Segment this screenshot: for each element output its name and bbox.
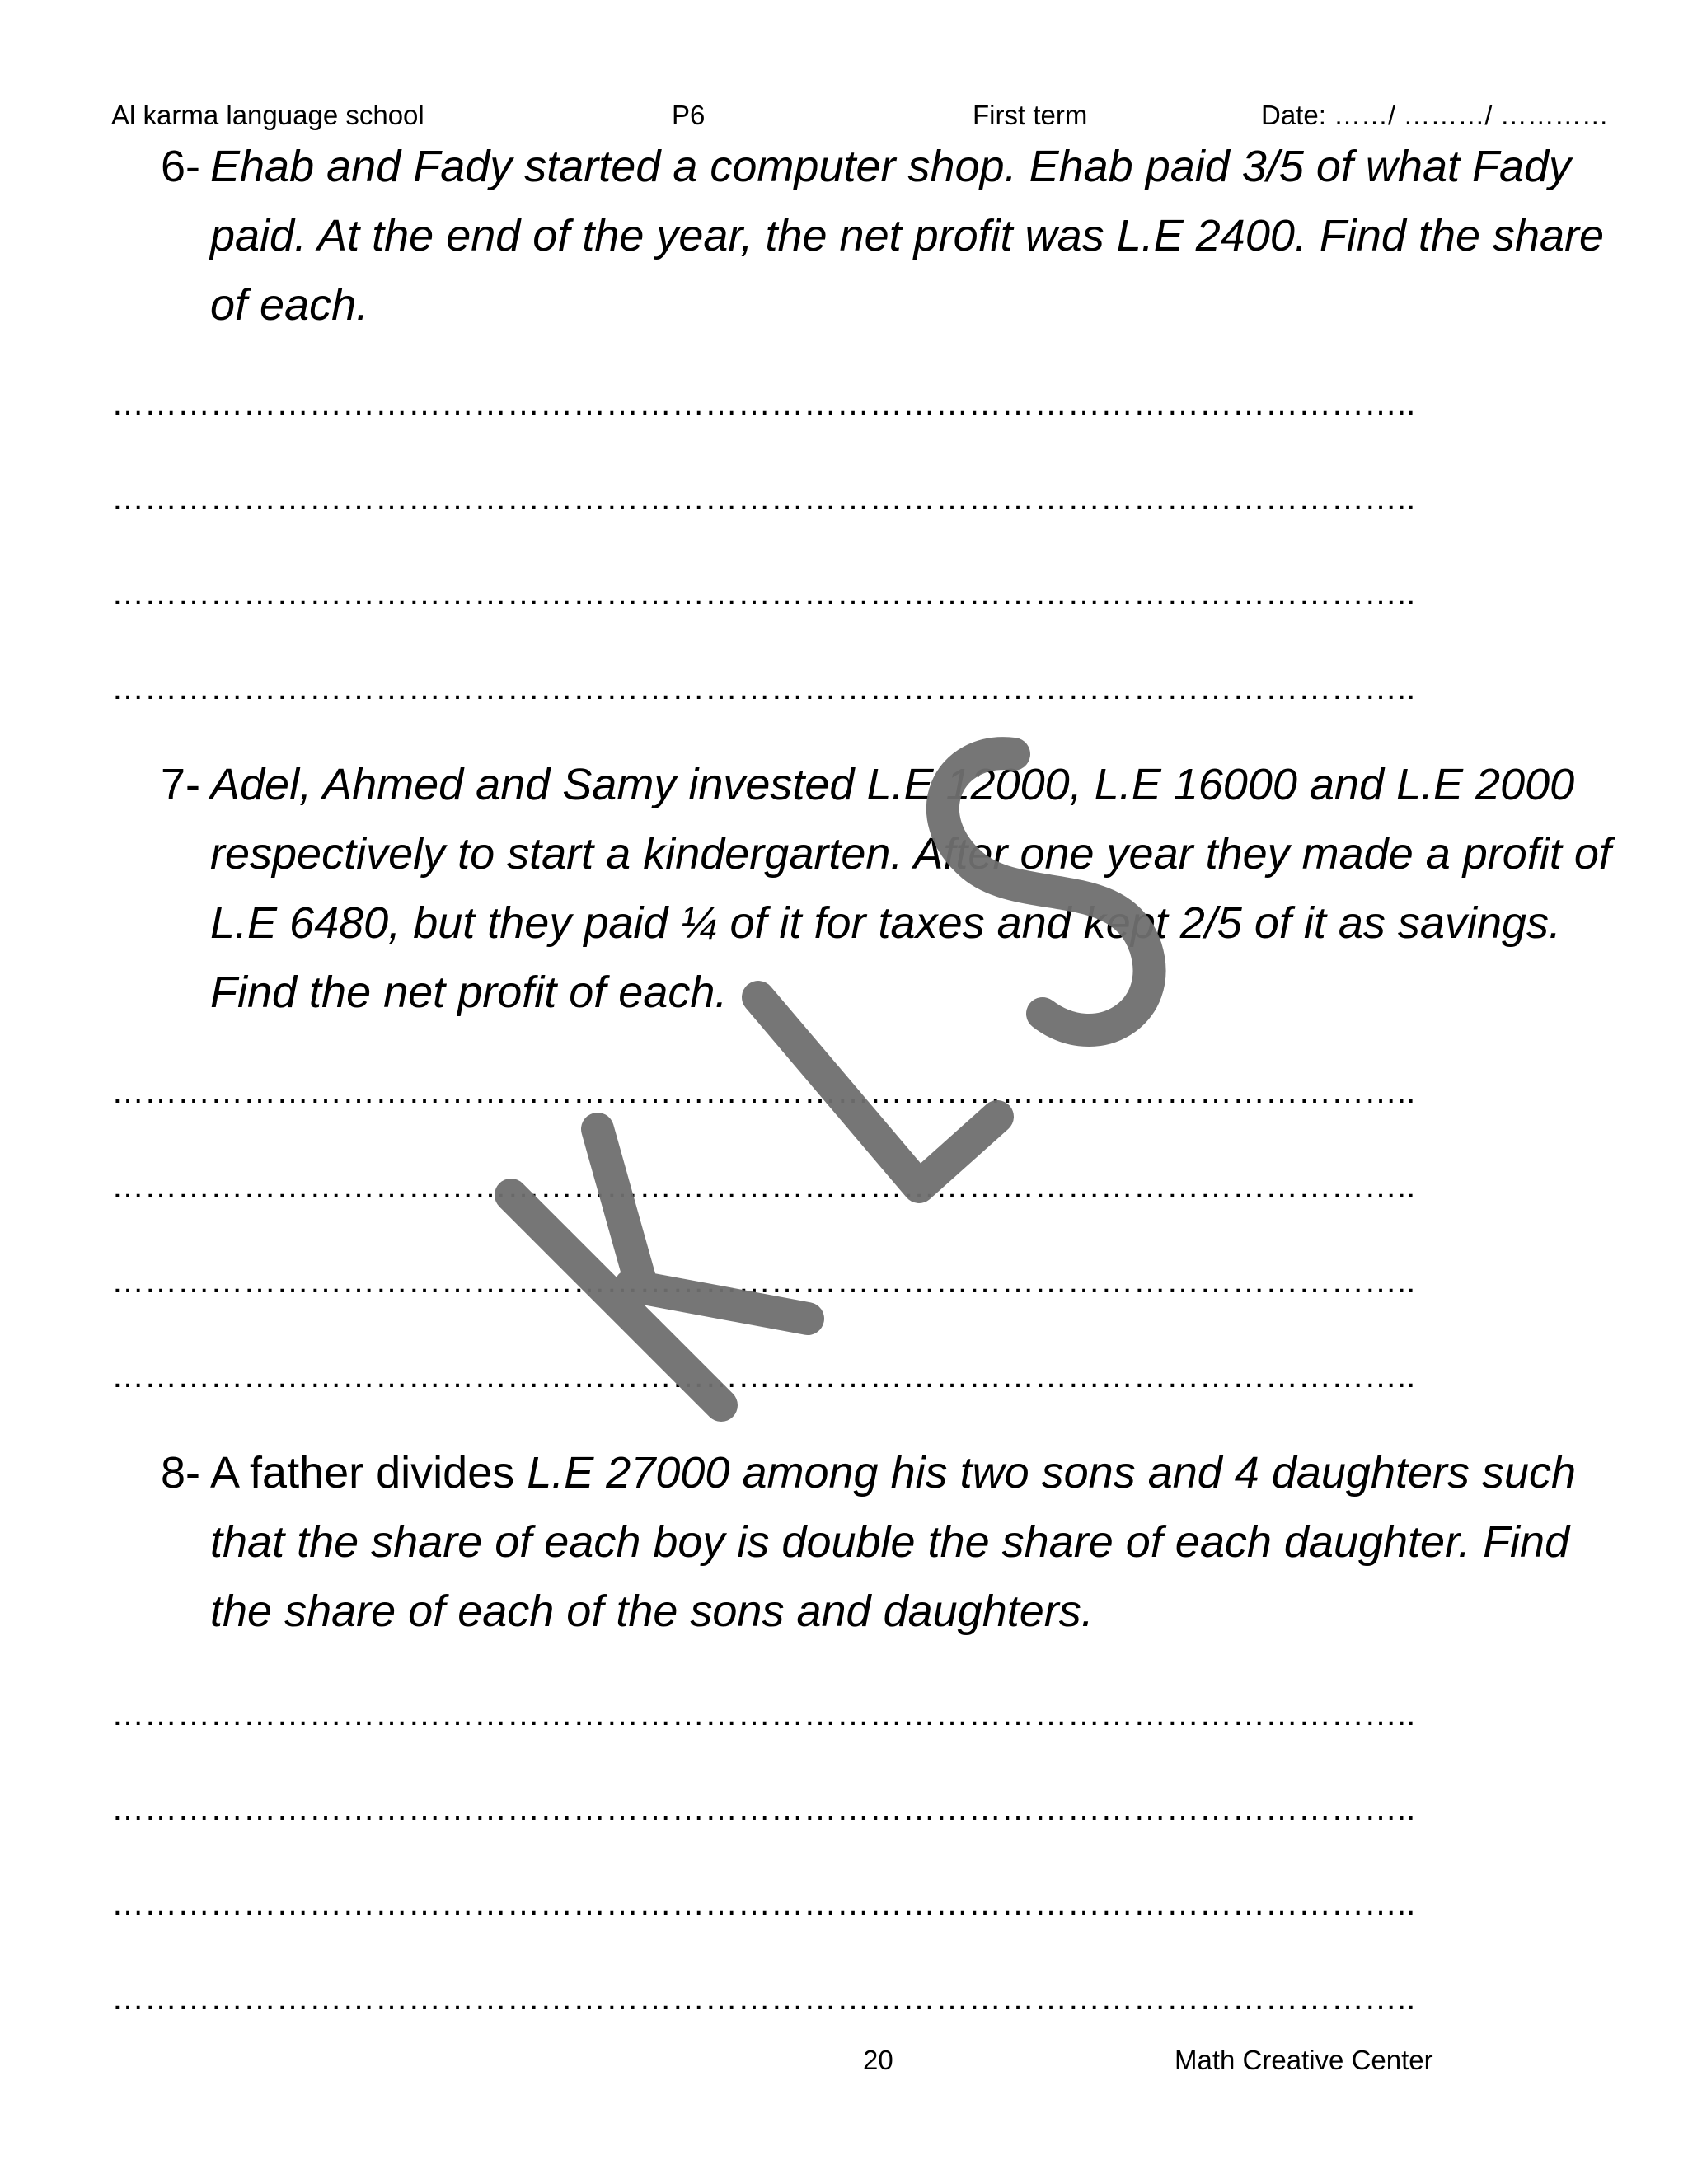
answer-line[interactable]: ………………………………………………………………………………………………………..	[111, 1887, 1416, 1920]
answer-line[interactable]: ………………………………………………………………………………………………………..	[111, 1076, 1416, 1108]
answer-line[interactable]: ………………………………………………………………………………………………………..	[111, 1360, 1416, 1393]
question-number: 8-	[161, 1448, 201, 1497]
question-text-italic: L.E 27000 among his two sons and 4 daughters such that the share of each boy is double the share of each daughter. Find the share of each of the sons and daughters.	[210, 1448, 1577, 1636]
answer-line[interactable]: ………………………………………………………………………………………………………..	[111, 1170, 1416, 1203]
answer-line[interactable]: ………………………………………………………………………………………………………..	[111, 1265, 1416, 1298]
question-text-upright: A father divides	[210, 1448, 528, 1497]
answer-line[interactable]: ………………………………………………………………………………………………………..	[111, 1698, 1416, 1731]
answer-line[interactable]: ………………………………………………………………………………………………………..	[111, 672, 1416, 705]
footer-label: Math Creative Center	[1175, 2045, 1433, 2075]
question-text	[161, 1438, 1636, 1646]
answer-line[interactable]: ………………………………………………………………………………………………………..	[111, 1982, 1416, 2015]
question-text: Ehab and Fady started a computer shop. Ehab paid 3/5 of what Fady paid. At the end of the year, the net profit was L.E 2400. Find the share of each.	[210, 142, 1605, 330]
term-label: First term	[973, 100, 1088, 130]
question-6	[161, 132, 1636, 340]
question-8	[161, 1438, 1636, 1646]
date-field: Date: ……/ ………/ …………	[1261, 100, 1609, 130]
question-number: 7-	[161, 760, 201, 809]
answer-line[interactable]: ………………………………………………………………………………………………………..	[111, 387, 1416, 420]
grade-label: P6	[672, 100, 706, 130]
answer-line[interactable]: ………………………………………………………………………………………………………..	[111, 482, 1416, 515]
answer-line[interactable]: ………………………………………………………………………………………………………..	[111, 577, 1416, 610]
school-name: Al karma language school	[111, 100, 424, 130]
question-text: Adel, Ahmed and Samy invested L.E 12000, L.E 16000 and L.E 2000 respectively to start a kindergarten. After one year they made a profit of L.E 6480, but they paid ¼ of it for taxes and kept 2/5 of it as savings. Find the net profit of each.	[210, 760, 1611, 1017]
page-number: 20	[863, 2045, 893, 2075]
answer-line[interactable]: ………………………………………………………………………………………………………..	[111, 1793, 1416, 1825]
question-7	[161, 750, 1636, 1027]
question-number: 6-	[161, 142, 201, 191]
